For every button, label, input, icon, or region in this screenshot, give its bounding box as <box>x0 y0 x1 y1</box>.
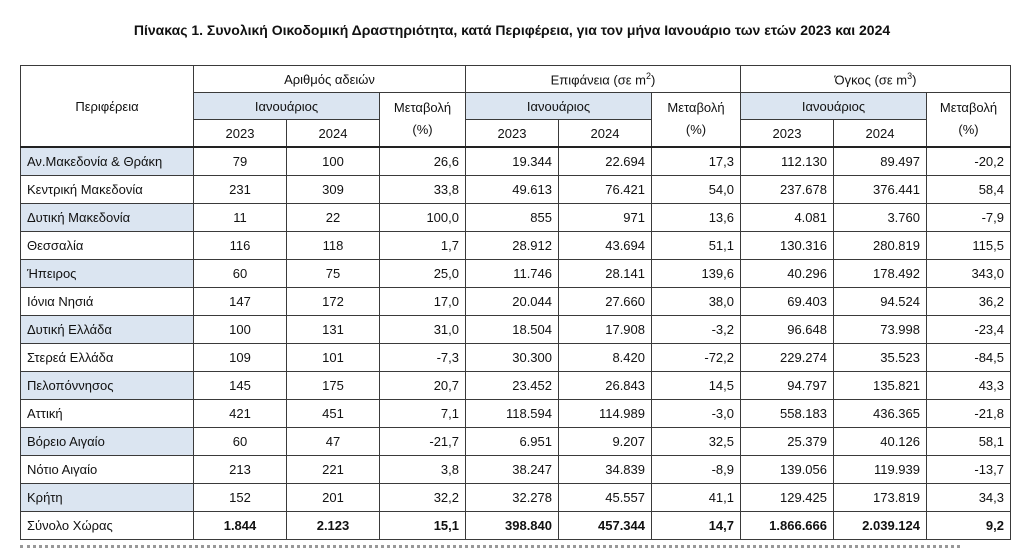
permits-2023: 100 <box>194 316 287 344</box>
area-2023: 18.504 <box>466 316 559 344</box>
volume-2023: 558.183 <box>741 400 834 428</box>
permits-change: 17,0 <box>380 288 466 316</box>
volume-2024: 40.126 <box>834 428 927 456</box>
permits-2023: 79 <box>194 147 287 176</box>
table-row <box>21 316 1011 344</box>
volume-change: 36,2 <box>927 288 1011 316</box>
volume-change: -20,2 <box>927 147 1011 176</box>
permits-2024: 47 <box>287 428 380 456</box>
area-2024: 9.207 <box>559 428 652 456</box>
permits-2023: 109 <box>194 344 287 372</box>
permits-2023: 11 <box>194 204 287 232</box>
area-change: 14,7 <box>652 512 741 540</box>
volume-2023: 130.316 <box>741 232 834 260</box>
area-2024: 76.421 <box>559 176 652 204</box>
permits-change: 33,8 <box>380 176 466 204</box>
area-2023: 23.452 <box>466 372 559 400</box>
region-name: Ιόνια Νησιά <box>21 288 194 316</box>
region-name: Δυτική Ελλάδα <box>21 316 194 344</box>
permits-2024: 22 <box>287 204 380 232</box>
permits-change: 31,0 <box>380 316 466 344</box>
permits-2024: 221 <box>287 456 380 484</box>
permits-2024: 100 <box>287 147 380 176</box>
header-permits-january: Ιανουάριος <box>194 93 380 120</box>
header-region: Περιφέρεια <box>21 66 194 148</box>
area-change: 54,0 <box>652 176 741 204</box>
table-row <box>21 288 1011 316</box>
permits-change: 32,2 <box>380 484 466 512</box>
area-2024: 971 <box>559 204 652 232</box>
area-change: -3,0 <box>652 400 741 428</box>
volume-change: 34,3 <box>927 484 1011 512</box>
volume-change: -13,7 <box>927 456 1011 484</box>
permits-2024: 131 <box>287 316 380 344</box>
permits-change: 25,0 <box>380 260 466 288</box>
volume-2023: 229.274 <box>741 344 834 372</box>
area-change: 38,0 <box>652 288 741 316</box>
region-name: Στερεά Ελλάδα <box>21 344 194 372</box>
area-2023: 38.247 <box>466 456 559 484</box>
area-2023: 30.300 <box>466 344 559 372</box>
volume-change: 115,5 <box>927 232 1011 260</box>
header-volume-2023: 2023 <box>741 120 834 148</box>
area-2024: 28.141 <box>559 260 652 288</box>
permits-2023: 147 <box>194 288 287 316</box>
volume-2024: 73.998 <box>834 316 927 344</box>
volume-2023: 237.678 <box>741 176 834 204</box>
volume-2024: 119.939 <box>834 456 927 484</box>
table-row <box>21 372 1011 400</box>
area-2024: 26.843 <box>559 372 652 400</box>
region-name: Θεσσαλία <box>21 232 194 260</box>
area-2023: 11.746 <box>466 260 559 288</box>
area-change: 13,6 <box>652 204 741 232</box>
volume-2023: 1.866.666 <box>741 512 834 540</box>
volume-2024: 35.523 <box>834 344 927 372</box>
region-name: Κρήτη <box>21 484 194 512</box>
region-name: Κεντρική Μακεδονία <box>21 176 194 204</box>
table-title: Πίνακας 1. Συνολική Οικοδομική Δραστηριότητα, κατά Περιφέρεια, για τον μήνα Ιανουάριο των ετών 2023 και 2024 <box>133 22 891 38</box>
area-2024: 22.694 <box>559 147 652 176</box>
header-volume: Όγκος (σε $m^3$) <box>741 66 1011 93</box>
area-change: -72,2 <box>652 344 741 372</box>
area-2024: 45.557 <box>559 484 652 512</box>
area-change: 14,5 <box>652 372 741 400</box>
volume-2024: 436.365 <box>834 400 927 428</box>
permits-change: 1,7 <box>380 232 466 260</box>
header-permits-2024: 2024 <box>287 120 380 148</box>
table-row <box>21 484 1011 512</box>
volume-2023: 96.648 <box>741 316 834 344</box>
area-change: 41,1 <box>652 484 741 512</box>
header-permits-change: Μεταβολή (%) <box>380 93 466 148</box>
region-name: Αν.Μακεδονία & Θράκη <box>21 147 194 176</box>
volume-change: -7,9 <box>927 204 1011 232</box>
volume-2023: 139.056 <box>741 456 834 484</box>
area-2023: 28.912 <box>466 232 559 260</box>
volume-change: -23,4 <box>927 316 1011 344</box>
permits-change: 26,6 <box>380 147 466 176</box>
table-row <box>21 400 1011 428</box>
table-row <box>21 176 1011 204</box>
area-2023: 49.613 <box>466 176 559 204</box>
header-area-january: Ιανουάριος <box>466 93 652 120</box>
permits-2023: 152 <box>194 484 287 512</box>
volume-2024: 3.760 <box>834 204 927 232</box>
volume-2024: 94.524 <box>834 288 927 316</box>
area-2023: 118.594 <box>466 400 559 428</box>
permits-change: 7,1 <box>380 400 466 428</box>
table-row <box>21 456 1011 484</box>
table-row <box>21 232 1011 260</box>
volume-2024: 2.039.124 <box>834 512 927 540</box>
header-volume-2024: 2024 <box>834 120 927 148</box>
volume-2024: 376.441 <box>834 176 927 204</box>
permits-change: -7,3 <box>380 344 466 372</box>
region-name: Πελοπόννησος <box>21 372 194 400</box>
volume-2024: 280.819 <box>834 232 927 260</box>
area-2024: 34.839 <box>559 456 652 484</box>
region-name: Αττική <box>21 400 194 428</box>
area-2024: 114.989 <box>559 400 652 428</box>
permits-change: 15,1 <box>380 512 466 540</box>
area-2024: 43.694 <box>559 232 652 260</box>
volume-change: 343,0 <box>927 260 1011 288</box>
permits-2024: 118 <box>287 232 380 260</box>
total-row <box>21 512 1011 540</box>
header-permits-2023: 2023 <box>194 120 287 148</box>
table-row <box>21 147 1011 176</box>
volume-2023: 94.797 <box>741 372 834 400</box>
region-name: Ήπειρος <box>21 260 194 288</box>
building-activity-table <box>20 65 1011 540</box>
volume-2024: 89.497 <box>834 147 927 176</box>
header-volume-change: Μεταβολή (%) <box>927 93 1011 148</box>
area-change: 139,6 <box>652 260 741 288</box>
area-2023: 20.044 <box>466 288 559 316</box>
permits-2024: 175 <box>287 372 380 400</box>
region-name: Νότιο Αιγαίο <box>21 456 194 484</box>
permits-2023: 421 <box>194 400 287 428</box>
header-area-change: Μεταβολή (%) <box>652 93 741 148</box>
permits-change: -21,7 <box>380 428 466 456</box>
volume-2023: 112.130 <box>741 147 834 176</box>
volume-2023: 4.081 <box>741 204 834 232</box>
area-change: -8,9 <box>652 456 741 484</box>
volume-2024: 135.821 <box>834 372 927 400</box>
volume-change: 9,2 <box>927 512 1011 540</box>
area-2024: 8.420 <box>559 344 652 372</box>
volume-2023: 129.425 <box>741 484 834 512</box>
area-change: -3,2 <box>652 316 741 344</box>
permits-2023: 60 <box>194 428 287 456</box>
permits-2023: 145 <box>194 372 287 400</box>
permits-2024: 2.123 <box>287 512 380 540</box>
volume-2023: 69.403 <box>741 288 834 316</box>
header-area-2024: 2024 <box>559 120 652 148</box>
region-name: Σύνολο Χώρας <box>21 512 194 540</box>
permits-2024: 101 <box>287 344 380 372</box>
table-row <box>21 204 1011 232</box>
area-change: 32,5 <box>652 428 741 456</box>
area-change: 17,3 <box>652 147 741 176</box>
area-2023: 398.840 <box>466 512 559 540</box>
area-2023: 19.344 <box>466 147 559 176</box>
header-area-2023: 2023 <box>466 120 559 148</box>
permits-2024: 309 <box>287 176 380 204</box>
area-2024: 457.344 <box>559 512 652 540</box>
area-2024: 17.908 <box>559 316 652 344</box>
area-2024: 27.660 <box>559 288 652 316</box>
table-row <box>21 428 1011 456</box>
permits-2023: 213 <box>194 456 287 484</box>
volume-change: -84,5 <box>927 344 1011 372</box>
permits-change: 20,7 <box>380 372 466 400</box>
area-change: 51,1 <box>652 232 741 260</box>
table-row <box>21 260 1011 288</box>
permits-2024: 451 <box>287 400 380 428</box>
volume-change: 58,4 <box>927 176 1011 204</box>
permits-2024: 172 <box>287 288 380 316</box>
permits-2023: 60 <box>194 260 287 288</box>
header-area: Επιφάνεια (σε $m^2$) <box>466 66 741 93</box>
area-2023: 6.951 <box>466 428 559 456</box>
volume-2023: 40.296 <box>741 260 834 288</box>
volume-change: 58,1 <box>927 428 1011 456</box>
volume-change: 43,3 <box>927 372 1011 400</box>
permits-2023: 1.844 <box>194 512 287 540</box>
permits-2023: 116 <box>194 232 287 260</box>
volume-2024: 178.492 <box>834 260 927 288</box>
table-row <box>21 344 1011 372</box>
permits-2023: 231 <box>194 176 287 204</box>
header-volume-january: Ιανουάριος <box>741 93 927 120</box>
permits-change: 100,0 <box>380 204 466 232</box>
volume-2024: 173.819 <box>834 484 927 512</box>
volume-2023: 25.379 <box>741 428 834 456</box>
cropped-text-line <box>20 545 960 556</box>
permits-2024: 201 <box>287 484 380 512</box>
permits-change: 3,8 <box>380 456 466 484</box>
volume-change: -21,8 <box>927 400 1011 428</box>
region-name: Βόρειο Αιγαίο <box>21 428 194 456</box>
area-2023: 855 <box>466 204 559 232</box>
permits-2024: 75 <box>287 260 380 288</box>
area-2023: 32.278 <box>466 484 559 512</box>
region-name: Δυτική Μακεδονία <box>21 204 194 232</box>
header-permits: Αριθμός αδειών <box>194 66 466 93</box>
